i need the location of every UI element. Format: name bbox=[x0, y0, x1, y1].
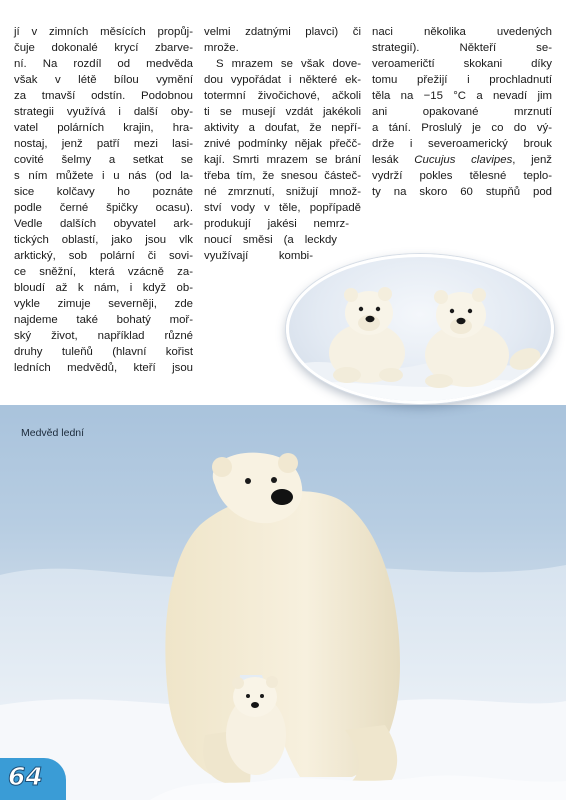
text-line: druhy tuleňů (hlavní kořist bbox=[14, 346, 193, 358]
text-line: produkují jakési nemrz- bbox=[204, 218, 349, 230]
species-name: Cucujus clavipes bbox=[414, 154, 513, 166]
text-line: vykle zimuje severněji, zde bbox=[14, 298, 193, 310]
text-column-1 bbox=[14, 24, 193, 376]
text-line: covité šelmy a setkat se bbox=[14, 154, 193, 166]
text-line: velmi zdatnými plavci) či bbox=[204, 26, 361, 38]
text-line: za tmavší odstín. Podobnou bbox=[14, 90, 193, 102]
text-line: ty na skoro 60 stupňů pod bbox=[372, 186, 552, 198]
text-fragment: lesák bbox=[372, 154, 415, 166]
text-line: však v létě bílou vymění bbox=[14, 74, 193, 86]
text-line: ledních medvědů, kteří jsou bbox=[14, 362, 193, 374]
text-line: využívají kombi- bbox=[204, 250, 313, 262]
text-line: těla na −15 °C a nevadí jim bbox=[372, 90, 552, 102]
text-fragment: , jenž bbox=[512, 154, 553, 166]
polar-bear-cubs-illustration bbox=[289, 257, 554, 404]
text-line: strategií). Někteří se- bbox=[372, 42, 552, 54]
text-line: naci několika uvedených bbox=[372, 26, 552, 38]
text-line: ani opakované mrznutí bbox=[372, 106, 552, 118]
text-line: né zmrznutí, snižují množ- bbox=[204, 186, 361, 198]
text-line: sice kolčavy ho poznáte bbox=[14, 186, 193, 198]
text-line: arktický, sob polární či sovi- bbox=[14, 250, 193, 262]
right-cub bbox=[425, 288, 543, 388]
text-line: tických oblastí, jako jsou vlk bbox=[14, 234, 193, 246]
page-number: 64 bbox=[8, 762, 43, 791]
text-line: ce sněžní, která vzácně za- bbox=[14, 266, 193, 278]
text-line: vatel polárních krajin, hra- bbox=[14, 122, 193, 134]
paragraph-start-line: S mrazem se však dove- bbox=[216, 58, 361, 70]
text-line: Vedle dalších obyvatel ark- bbox=[14, 218, 193, 230]
text-line: nostaj, jenž patří mezi lasi- bbox=[14, 138, 193, 150]
text-column-3 bbox=[372, 24, 552, 200]
text-line: ti se musejí vzdát jakékoli bbox=[204, 106, 361, 118]
text-line: najdeme také bohatý moř- bbox=[14, 314, 193, 326]
text-line-with-species bbox=[372, 152, 552, 168]
text-line: drže i severoamerický brouk bbox=[372, 138, 552, 150]
text-line: totermní živočichové, ačkoli bbox=[204, 90, 361, 102]
text-line: ství vody v těle, popřípadě bbox=[204, 202, 361, 214]
text-line: podle černé špičky ocasu). bbox=[14, 202, 193, 214]
text-line: jí v zimních měsících propůj- bbox=[14, 26, 193, 38]
text-line: strategii využívá i další oby- bbox=[14, 106, 193, 118]
photo-caption: Medvěd lední bbox=[21, 427, 85, 439]
text-line: ský život, například různé bbox=[14, 330, 193, 342]
polar-bear-mother-illustration bbox=[0, 405, 566, 800]
text-line: dou vypořádat i některé ek- bbox=[204, 74, 361, 86]
text-line: bloudí až k nám, i když ob- bbox=[14, 282, 193, 294]
text-line: aktivity a doufat, že nepří- bbox=[204, 122, 361, 134]
text-line: s ním můžete i u nás (od la- bbox=[14, 170, 193, 182]
polar-bear-mother-photo bbox=[0, 405, 566, 800]
text-line: ní. Na rozdíl od medvěda bbox=[14, 58, 193, 70]
text-line: tomu přežijí i prochladnutí bbox=[372, 74, 552, 86]
text-line: noucí směsi (a leckdy bbox=[204, 234, 337, 246]
text-line: vydrží pokles tělesné teplo- bbox=[372, 170, 552, 182]
text-line: kají. Smrti mrazem se brání bbox=[204, 154, 361, 166]
text-line: třeba tím, že snesou částeč- bbox=[204, 170, 361, 182]
polar-bear-cubs-photo bbox=[286, 254, 554, 404]
text-line: čuje dokonalé krycí zbarve- bbox=[14, 42, 193, 54]
text-line: znivé podmínky nějak přečč- bbox=[204, 138, 361, 150]
text-line: mrože. bbox=[204, 42, 239, 54]
text-line: a tání. Proslulý je co do vý- bbox=[372, 122, 552, 134]
left-cub bbox=[329, 287, 405, 383]
text-column-2 bbox=[204, 24, 361, 264]
text-line: veroameričtí skokani díky bbox=[372, 58, 552, 70]
